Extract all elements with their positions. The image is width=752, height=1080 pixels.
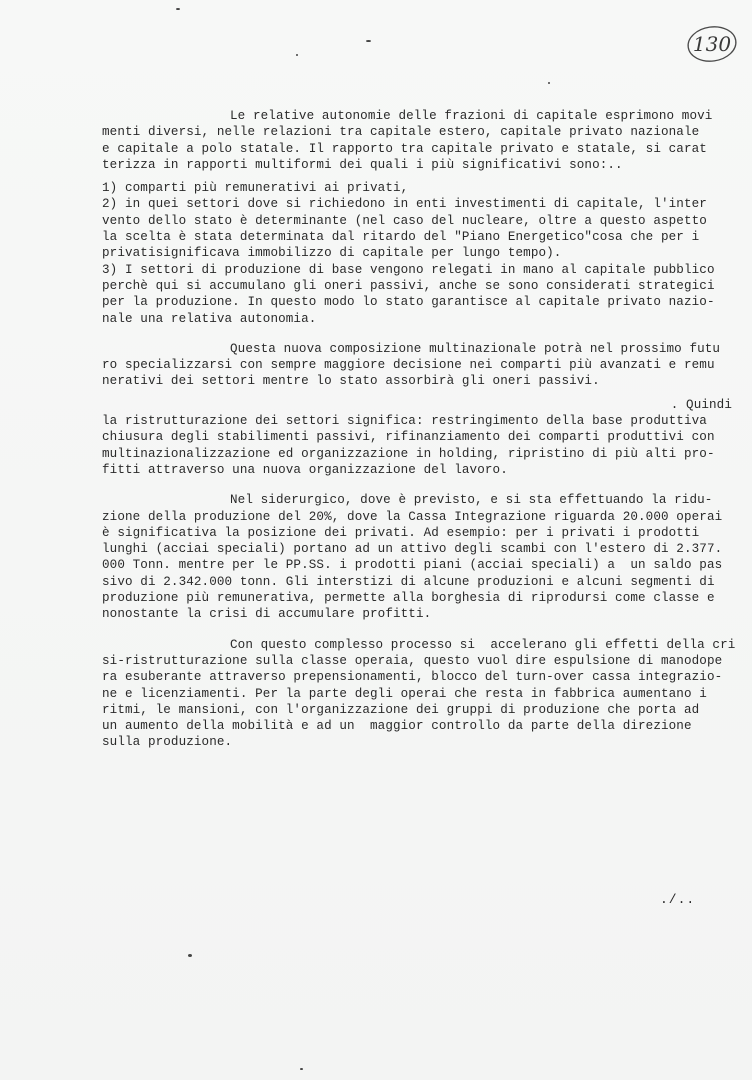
paragraph-6 [102,637,736,751]
text-line: ritmi, le mansioni, con l'organizzazione dei gruppi di produzione che porta ad [102,702,700,717]
text-line: . Quindi [670,397,732,412]
text-line: nale una relativa autonomia. [102,311,317,326]
text-line: menti diversi, nelle relazioni tra capitale estero, capitale privato nazionale [102,125,700,140]
text-line: perchè qui si accumulano gli oneri passivi, anche se sono considerati strategici [102,278,715,293]
text-line: vento dello stato è determinante (nel caso del nucleare, oltre a questo aspetto [102,213,707,228]
text-line: chiusura degli stabilimenti passivi, rifinanziamento dei comparti produttivi con [102,430,715,445]
text-line: Nel siderurgico, dove è previsto, e si sta effettuando la ridu- [230,493,713,508]
text-line: ra esuberante attraverso prepensionamenti, blocco del turn-over cassa integrazio- [102,670,723,685]
paragraph-1 [102,108,732,173]
text-line: la scelta è stata determinata dal ritardo del "Piano Energetico"cosa che per i [102,230,700,245]
page-number-stamp [686,24,738,64]
text-line: Le relative autonomie delle frazioni di capitale esprimono movi [230,109,713,123]
scan-speck [176,8,180,10]
scan-speck [366,40,371,42]
list-item: 3) I settori di produzione di base vengono relegati in mano al capitale pubblico [102,262,715,277]
text-line: Questa nuova composizione multinazionale potrà nel prossimo futu [230,341,721,356]
text-line: multinazionalizzazione ed organizzazione in holding, ripristino di più alti pro- [102,446,715,461]
text-line: sivo di 2.342.000 tonn. Gli interstizi di alcune produzioni e alcuni segmenti di [102,574,715,589]
text-line: privatisignificava immobilizzo di capitale per lungo tempo). [102,246,562,261]
scan-speck [296,54,298,56]
text-line: la ristrutturazione dei settori significa: restringimento della base produttiva [102,414,707,429]
text-line: nerativi dei settori mentre lo stato assorbirà gli oneri passivi. [102,374,600,389]
paragraph-5 [102,492,732,622]
text-line: e capitale a polo statale. Il rapporto tra capitale privato e statale, si carat [102,141,707,156]
text-line: produzione più remunerativa, permette alla borghesia di riprodursi come classe e [102,591,715,606]
list-item: 1) comparti più remunerativi ai privati, [102,181,409,196]
list-item: 2) in quei settori dove si richiedono in enti investimenti di capitale, l'inter [102,197,707,212]
paragraph-4 [102,397,732,478]
text-line: ro specializzarsi con sempre maggiore decisione nei comparti più avanzati e remu [102,358,715,373]
body-text [102,108,736,751]
continuation-mark: ./.. [660,892,696,907]
text-line: un aumento della mobilità e ad un maggior controllo da parte della direzione [102,719,692,734]
scan-speck [300,1068,303,1070]
text-line: zione della produzione del 20%, dove la Cassa Integrazione riguarda 20.000 operai [102,509,723,524]
text-line: si-ristrutturazione sulla classe operaia, questo vuol dire espulsione di manodope [102,653,723,668]
page-number: 130 [692,32,732,56]
scan-speck [188,954,192,957]
text-line: terizza in rapporti multiformi dei quali i più significativi sono:.. [102,157,623,172]
text-line: sulla produzione. [102,735,233,750]
text-line: lunghi (acciai speciali) portano ad un attivo degli scambi con l'estero di 2.377. [102,542,723,557]
text-line: fitti attraverso una nuova organizzazione del lavoro. [102,462,508,477]
text-line: Con questo complesso processo si accelerano gli effetti della cri [230,637,736,652]
text-line: 000 Tonn. mentre per le PP.SS. i prodotti piani (acciai speciali) a un saldo pas [102,558,723,573]
text-line: nonostante la crisi di accumulare profitti. [102,607,432,622]
text-line: per la produzione. In questo modo lo stato garantisce al capitale privato nazio- [102,295,715,310]
paragraph-2-list [102,180,732,327]
text-line: ne e licenziamenti. Per la parte degli operai che resta in fabbrica aumentano i [102,686,707,701]
text-line: è significativa la posizione dei privati. Ad esempio: per i privati i prodotti [102,525,700,540]
scan-speck [548,82,550,84]
paragraph-3 [102,341,732,390]
